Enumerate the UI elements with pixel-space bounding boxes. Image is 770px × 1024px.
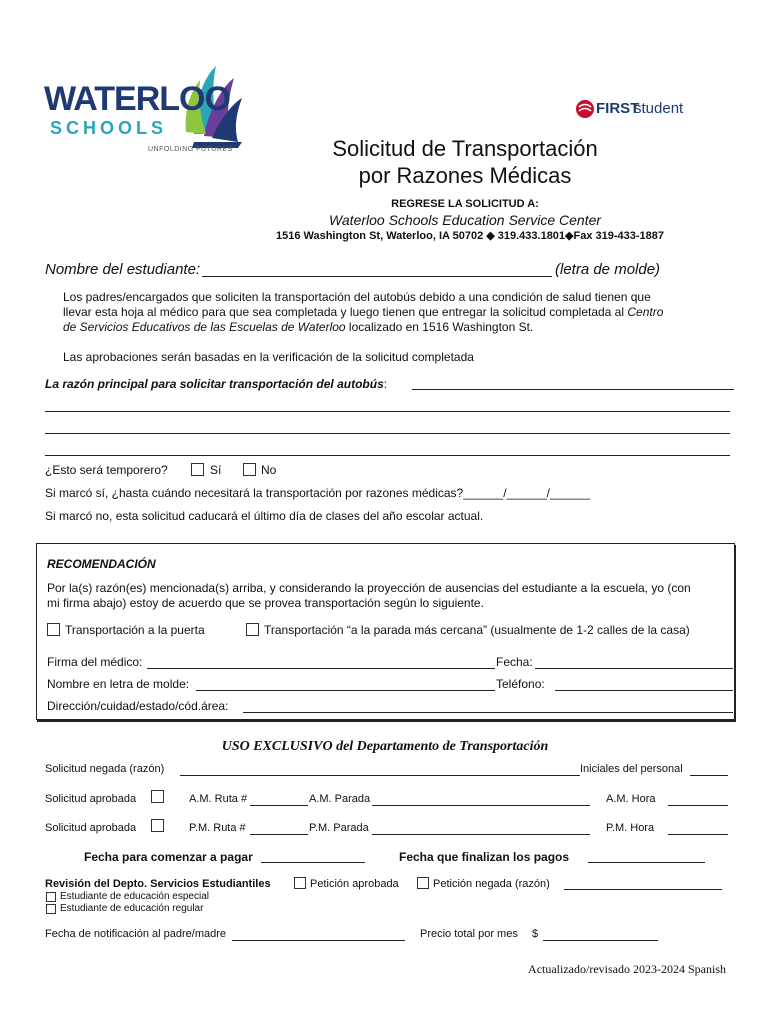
reason-label-colon: :	[383, 377, 388, 391]
logo-tagline: UNFOLDING FUTURES	[148, 146, 233, 153]
nearest-stop-checkbox[interactable]	[246, 623, 259, 636]
return-label: REGRESE LA SOLICITUD A:	[391, 198, 539, 210]
signature-date-label: Fecha:	[496, 655, 533, 669]
reason-field-3[interactable]	[45, 433, 730, 434]
student-name-field[interactable]	[202, 276, 552, 277]
pm-time-field[interactable]	[668, 834, 728, 835]
pm-time-label: P.M. Hora	[606, 822, 655, 834]
pm-route-label: P.M. Ruta #	[189, 822, 246, 834]
intro-line-2-center: Centro	[627, 305, 664, 319]
petition-approved-label: Petición aprobada	[310, 878, 399, 890]
pm-route-field[interactable]	[250, 834, 308, 835]
address-field[interactable]	[243, 712, 733, 713]
intro-line-2-text: llevar esta hoja al médico para que sea completada y luego tienen que entregar la solicitud completada al	[63, 305, 628, 319]
reason-field-1[interactable]	[412, 389, 734, 390]
notify-date-label: Fecha de notificación al padre/madre	[45, 928, 226, 940]
regular-ed-checkbox[interactable]	[46, 904, 56, 914]
monthly-price-label: Precio total por mes	[420, 928, 518, 940]
revision-note: Actualizado/revisado 2023-2024 Spanish	[528, 962, 726, 976]
reason-field-2[interactable]	[45, 411, 730, 412]
recommendation-text-1: Por la(s) razón(es) mencionada(s) arriba, y considerando la proyección de ausencias del estudiante a la escuela, yo (con	[47, 581, 691, 595]
temporary-no-checkbox[interactable]	[243, 463, 256, 476]
end-date-field[interactable]	[588, 862, 705, 863]
return-org: Waterloo Schools Education Service Center	[328, 212, 602, 228]
end-date-label: Fecha que finalizan los pagos	[399, 850, 570, 864]
first-student-logo	[575, 99, 695, 121]
recommendation-heading: RECOMENDACIÓN	[47, 557, 156, 571]
door-transport-checkbox[interactable]	[47, 623, 60, 636]
temporary-yes-label: Sí	[210, 463, 222, 477]
office-use-heading: USO EXCLUSIVO del Departamento de Transportación	[221, 739, 549, 754]
brand-student: student	[634, 100, 684, 117]
am-stop-label: A.M. Parada	[309, 793, 371, 805]
special-ed-checkbox[interactable]	[46, 892, 56, 902]
waterloo-logo	[44, 62, 244, 158]
pm-stop-label: P.M. Parada	[309, 822, 369, 834]
print-name-label: Nombre en letra de molde:	[47, 677, 190, 691]
notify-date-field[interactable]	[232, 940, 405, 941]
intro-line-3	[63, 320, 533, 335]
start-date-field[interactable]	[261, 862, 365, 863]
physician-signature-field[interactable]	[147, 668, 495, 669]
brand-first: FIRST	[596, 100, 640, 117]
temporary-yes-checkbox[interactable]	[191, 463, 204, 476]
student-name-label: Nombre del estudiante:	[45, 261, 201, 278]
page-title-line1: Solicitud de Transportación	[332, 136, 598, 161]
approvals-note: Las aprobaciones serán basadas en la verificación de la solicitud completada	[63, 350, 474, 364]
logo-subword: SCHOOLS	[50, 118, 168, 138]
dollar-sign: $	[532, 928, 539, 940]
denied-label: Solicitud negada (razón)	[45, 763, 165, 775]
door-transport-label: Transportación a la puerta	[65, 623, 205, 637]
logo-wordmark: WATERLOO	[44, 80, 230, 118]
temporary-until: Si marcó sí, ¿hasta cuándo necesitará la transportación por razones médicas?______/______/______	[45, 486, 591, 500]
student-name-hint: (letra de molde)	[555, 261, 661, 278]
signature-date-field[interactable]	[535, 668, 733, 669]
temporary-no-label: No	[261, 463, 277, 477]
reason-field-4[interactable]	[45, 455, 730, 456]
petition-denied-checkbox[interactable]	[417, 877, 429, 889]
pm-stop-field[interactable]	[372, 834, 590, 835]
monthly-price-field[interactable]	[543, 940, 658, 941]
temporary-question: ¿Esto será temporero?	[45, 463, 168, 477]
address-label: Dirección/cuidad/estado/cód.área:	[47, 699, 229, 713]
print-name-field[interactable]	[196, 690, 495, 691]
reason-label	[45, 377, 387, 392]
recommendation-text-2: mi firma abajo) estoy de acuerdo que se provea transportación según lo siguiente.	[47, 596, 484, 610]
approved-am-checkbox[interactable]	[151, 790, 164, 803]
intro-line-3-text: localizado en 1516 Washington St.	[345, 320, 534, 334]
staff-initials-label: Iniciales del personal	[580, 763, 683, 775]
staff-initials-field[interactable]	[690, 775, 728, 776]
petition-denied-reason-field[interactable]	[564, 889, 722, 890]
return-address: 1516 Washington St, Waterloo, IA 50702 ◆ 319.433.1801◆Fax 319-433-1887	[275, 230, 665, 242]
regular-ed-label: Estudiante de educación regular	[60, 903, 204, 914]
start-date-label: Fecha para comenzar a pagar	[84, 850, 253, 864]
am-route-label: A.M. Ruta #	[189, 793, 248, 805]
am-stop-field[interactable]	[372, 805, 590, 806]
intro-line-2	[63, 305, 663, 320]
approved-pm-checkbox[interactable]	[151, 819, 164, 832]
intro-line-1: Los padres/encargados que soliciten la transportación del autobús debido a una condición de salud tienen que	[63, 290, 651, 304]
special-ed-label: Estudiante de educación especial	[60, 891, 209, 902]
petition-approved-checkbox[interactable]	[294, 877, 306, 889]
am-time-label: A.M. Hora	[606, 793, 656, 805]
reason-label-text: La razón principal para solicitar transportación del autobús	[45, 377, 384, 391]
phone-label: Teléfono:	[496, 677, 545, 691]
denied-reason-field[interactable]	[180, 775, 580, 776]
first-student-mark-icon	[575, 99, 595, 119]
nearest-stop-label: Transportación “a la parada más cercana” (usualmente de 1-2 calles de la casa)	[264, 623, 690, 637]
intro-line-3-org: de Servicios Educativos de las Escuelas de Waterloo	[63, 320, 346, 334]
phone-field[interactable]	[555, 690, 733, 691]
approved-pm-label: Solicitud aprobada	[45, 822, 137, 834]
review-label: Revisión del Depto. Servicios Estudiantiles	[45, 878, 271, 890]
physician-signature-label: Firma del médico:	[47, 655, 143, 669]
am-route-field[interactable]	[250, 805, 308, 806]
temporary-expire-note: Si marcó no, esta solicitud caducará el último día de clases del año escolar actual.	[45, 509, 484, 523]
petition-denied-label: Petición negada (razón)	[433, 878, 550, 890]
am-time-field[interactable]	[668, 805, 728, 806]
page-title-line2: por Razones Médicas	[358, 163, 572, 188]
approved-am-label: Solicitud aprobada	[45, 793, 137, 805]
